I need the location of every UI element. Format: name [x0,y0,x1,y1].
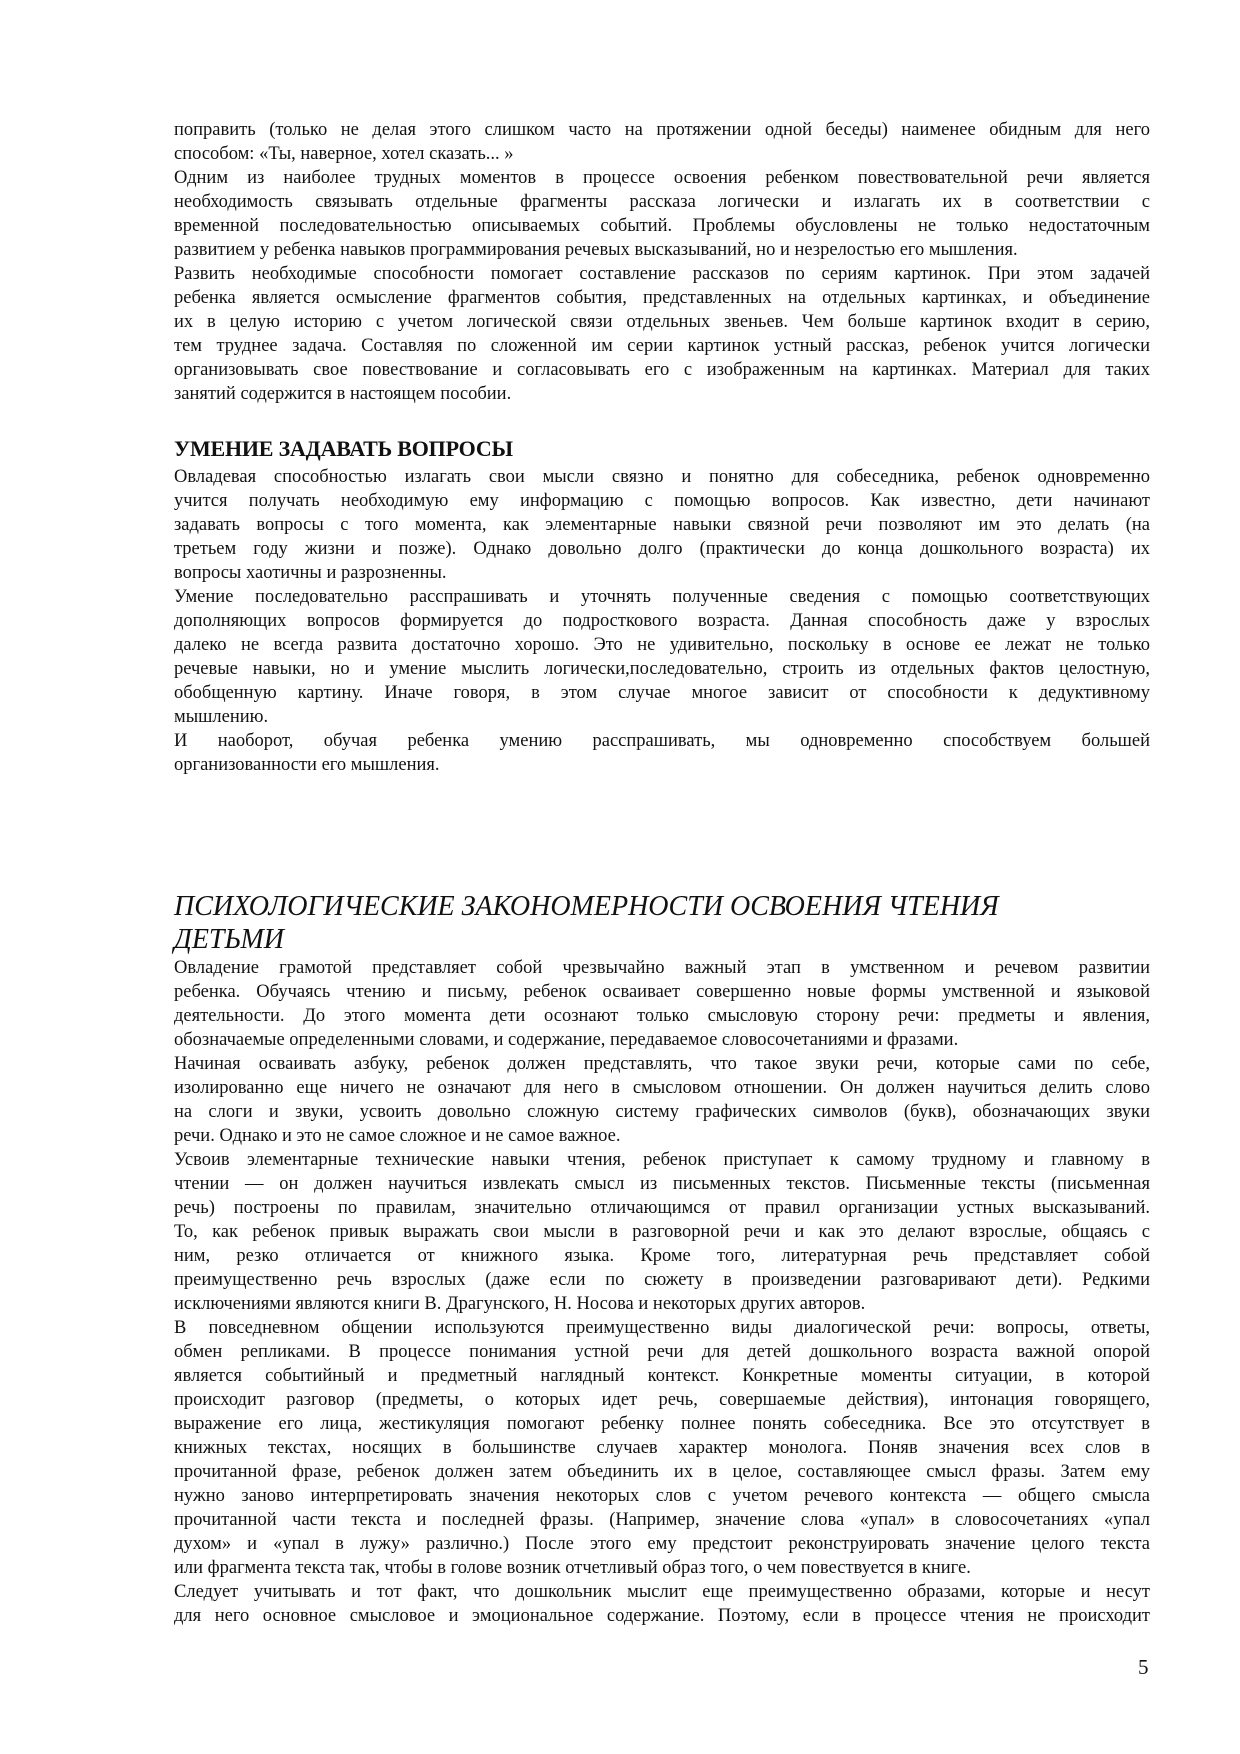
text-line: деятельности. До этого момента дети осознают только смысловую сторону речи: предметы и явления, [174,1006,1150,1026]
text-line: третьем году жизни и позже). Однако довольно долго (практически до конца дошкольного возраста) их [174,539,1150,559]
text-line: прочитанной части текста и последней фразы. (Например, значение слова «упал» в словосочетаниях «упал [174,1510,1150,1530]
text-line: поправить (только не делая этого слишком часто на протяжении одной беседы) наименее обидным для него [174,120,1150,140]
text-line: речь) построены по правилам, значительно отличающимся от правил организации устных высказываний. [174,1198,1150,1218]
text-line: То, как ребенок привык выражать свои мысли в разговорной речи и как это делают взрослые, общаясь с [174,1222,1150,1242]
paragraph [174,1580,1150,1628]
text-line: задавать вопросы с того момента, как элементарные навыки связной речи позволяют им это делать (на [174,515,1150,535]
text-line: речи. Однако и это не самое сложное и не самое важное. [174,1126,621,1146]
text-line: тем труднее задача. Составляя по сложенной им серии картинок устный рассказ, ребенок учится логически [174,336,1150,356]
text-line: ребенка является осмысление фрагментов события, представленных на отдельных картинках, и объединение [174,288,1150,308]
text-line: Начиная осваивать азбуку, ребенок должен представлять, что такое звуки речи, которые сами по себе, [174,1054,1150,1074]
text-line: их в целую историю с учетом логической связи отдельных звеньев. Чем больше картинок входит в серию, [174,312,1150,332]
text-line: происходит разговор (предметы, о которых идет речь, совершаемые действия), интонация говорящего, [174,1390,1150,1410]
paragraph [174,1316,1150,1580]
text-line: речевые навыки, но и умение мыслить логически,последовательно, строить из отдельных фактов целостную, [174,659,1150,679]
text-line: чтении — он должен научиться извлекать смысл из письменных текстов. Письменные тексты (письменная [174,1174,1150,1194]
text-line: необходимость связывать отдельные фрагменты рассказа логически и излагать их в соответствии с [174,192,1150,212]
heading-line: ПСИХОЛОГИЧЕСКИЕ ЗАКОНОМЕРНОСТИ ОСВОЕНИЯ ЧТЕНИЯ [174,891,999,922]
text-line: организованности его мышления. [174,755,440,775]
text-line: обозначаемые определенными словами, и содержание, передаваемое словосочетаниями и фразами. [174,1030,959,1050]
text-line: ним, резко отличается от книжного языка. Кроме того, литературная речь представляет собой [174,1246,1150,1266]
text-line: преимущественно речь взрослых (даже если по сюжету в произведении разговаривают дети). Редкими [174,1270,1150,1290]
page-number: 5 [1138,1655,1149,1679]
text-line: В повседневном общении используются преимущественно виды диалогической речи: вопросы, ответы, [174,1318,1150,1338]
heading-line: ДЕТЬМИ [174,924,284,955]
text-line: обобщенную картину. Иначе говоря, в этом случае многое зависит от способности к дедуктивному [174,683,1150,703]
paragraph [174,465,1150,585]
text-line: Следует учитывать и тот факт, что дошкольник мыслит еще преимущественно образами, которые и несут [174,1582,1150,1602]
text-line: далеко не всегда развита достаточно хорошо. Это не удивительно, поскольку в основе ее лежат не только [174,635,1150,655]
text-line: Одним из наиболее трудных моментов в процессе освоения ребенком повествовательной речи является [174,168,1150,188]
text-line: духом» и «упал в лужу» различно.) После этого ему предстоит реконструировать значение целого текста [174,1534,1150,1554]
text-line: Овладение грамотой представляет собой чрезвычайно важный этап в умственном и речевом развитии [174,958,1150,978]
text-line: книжных текстах, носящих в большинстве случаев характер монолога. Поняв значения всех слов в [174,1438,1150,1458]
text-line: организовывать свое повествование и согласовывать его с изображенным на картинках. Материал для таких [174,360,1150,380]
text-line: учится получать необходимую ему информацию с помощью вопросов. Как известно, дети начинают [174,491,1150,511]
text-line: временной последовательностью описываемых событий. Проблемы обусловлены не только недостаточным [174,216,1150,236]
text-line: дополняющих вопросов формируется до подросткового возраста. Данная способность даже у взрослых [174,611,1150,631]
text-line: Усвоив элементарные технические навыки чтения, ребенок приступает к самому трудному и главному в [174,1150,1150,1170]
paragraph [174,1052,1150,1148]
text-line: мышлению. [174,707,269,727]
intro-text [174,118,1150,406]
section-heading-questions: УМЕНИЕ ЗАДАВАТЬ ВОПРОСЫ [174,436,513,461]
text-line: развитием у ребенка навыков программирования речевых высказываний, но и незрелостью его мышления. [174,240,1018,260]
text-line: или фрагмента текста так, чтобы в голове возник отчетливый образ того, о чем повествуется в книге. [174,1558,971,1578]
reading-text [174,956,1150,1628]
text-line: прочитанной фразе, ребенок должен затем объединить их в целое, составляющее смысл фразы. Затем ему [174,1462,1150,1482]
text-line: исключениями являются книги В. Драгунского, Н. Носова и некоторых других авторов. [174,1294,866,1314]
text-line: И наоборот, обучая ребенка умению расспрашивать, мы одновременно способствуем большей [174,731,1150,751]
text-line: изолированно еще ничего не означают для него в смысловом отношении. Он должен научиться делить слово [174,1078,1150,1098]
text-line: для него основное смысловое и эмоциональное содержание. Поэтому, если в процессе чтения не происходит [174,1606,1150,1626]
paragraph [174,118,1150,166]
paragraph [174,729,1150,777]
paragraph [174,956,1150,1052]
text-line: Умение последовательно расспрашивать и уточнять полученные сведения с помощью соответствующих [174,587,1150,607]
text-line: Овладевая способностью излагать свои мысли связно и понятно для собеседника, ребенок одновременно [174,467,1150,487]
text-line: Развить необходимые способности помогает составление рассказов по сериям картинок. При этом задачей [174,264,1150,284]
text-line: является событийный и предметный наглядный контекст. Конкретные моменты ситуации, в которой [174,1366,1150,1386]
paragraph [174,166,1150,262]
text-line: выражение его лица, жестикуляция помогают ребенку полнее понять собеседника. Все это отсутствует в [174,1414,1150,1434]
section-heading-reading [174,890,1150,956]
text-line: нужно заново интерпретировать значения некоторых слов с учетом речевого контекста — общего смысла [174,1486,1150,1506]
text-line: ребенка. Обучаясь чтению и письму, ребенок осваивает совершенно новые формы умственной и языковой [174,982,1150,1002]
text-line: занятий содержится в настоящем пособии. [174,384,512,404]
text-line: способом: «Ты, наверное, хотел сказать... » [174,144,514,164]
text-line: на слоги и звуки, усвоить довольно сложную систему графических символов (букв), обозначающих звуки [174,1102,1150,1122]
paragraph [174,262,1150,406]
paragraph [174,1148,1150,1316]
text-line: вопросы хаотичны и разрозненны. [174,563,447,583]
paragraph [174,585,1150,729]
text-line: обмен репликами. В процессе понимания устной речи для детей дошкольного возраста важной опорой [174,1342,1150,1362]
questions-text [174,465,1150,777]
